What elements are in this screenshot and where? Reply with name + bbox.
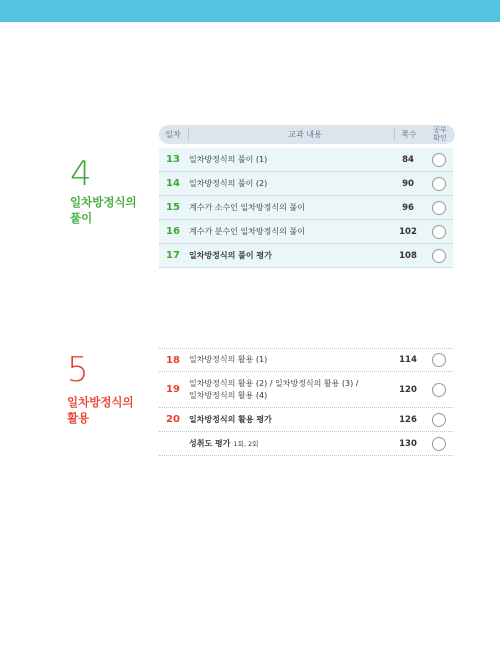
row-day: 20 <box>166 414 180 425</box>
unit-4-title-line2: 풀이 <box>70 211 93 225</box>
row-page: 90 <box>402 178 414 189</box>
unit-4-title-line1: 일차방정식의 <box>70 195 137 209</box>
table-row <box>159 172 453 196</box>
row-day: 14 <box>166 178 180 189</box>
unit-4-number: 4 <box>70 154 92 194</box>
row-content <box>189 432 399 455</box>
unit-5-title-line1: 일차방정식의 <box>67 395 134 409</box>
row-content: 일차방정식의 풀이 (2) <box>189 178 268 188</box>
row-page: 114 <box>399 355 417 365</box>
study-check-circle[interactable] <box>432 153 446 167</box>
row-page: 126 <box>399 414 417 425</box>
study-check-circle[interactable] <box>432 249 446 263</box>
table-row <box>159 408 453 432</box>
table-row <box>159 432 453 456</box>
row-day <box>159 432 187 455</box>
row-page: 84 <box>402 154 414 165</box>
table-row <box>159 372 453 408</box>
study-check-circle[interactable] <box>432 201 446 215</box>
table-row <box>159 244 453 268</box>
row-page: 130 <box>399 438 417 449</box>
row-content-line2: 일차방정식의 활용 (4) <box>189 390 268 400</box>
top-banner <box>0 0 500 22</box>
row-page: 102 <box>399 226 417 237</box>
row-day: 16 <box>166 226 180 237</box>
row-content: 일차방정식의 풀이 (1) <box>189 154 268 164</box>
row-content-sub: 1회, 2회 <box>233 439 259 448</box>
study-check-circle[interactable] <box>432 383 446 397</box>
unit-5-number: 5 <box>67 350 89 390</box>
row-day: 18 <box>166 354 180 366</box>
row-day: 15 <box>166 202 180 213</box>
row-day: 13 <box>166 154 180 165</box>
unit-4-title <box>70 194 137 226</box>
header-day: 일차 <box>165 130 181 139</box>
row-page: 96 <box>402 202 414 213</box>
row-content: 계수가 소수인 일차방정식의 풀이 <box>189 202 305 212</box>
study-check-circle[interactable] <box>432 437 446 451</box>
unit-4-table <box>159 148 453 268</box>
row-content: 일차방정식의 활용 (1) <box>189 355 268 364</box>
table-row <box>159 148 453 172</box>
row-content: 계수가 분수인 일차방정식의 풀이 <box>189 226 305 236</box>
table-row <box>159 348 453 372</box>
unit-5-title <box>67 394 134 426</box>
study-check-circle[interactable] <box>432 353 446 367</box>
table-header <box>159 125 455 144</box>
table-row <box>159 220 453 244</box>
header-content: 교과 내용 <box>288 130 322 139</box>
unit-5-table <box>159 348 453 456</box>
unit-5-title-line2: 활용 <box>67 411 90 425</box>
table-row <box>159 196 453 220</box>
row-content <box>189 372 399 407</box>
header-page: 쪽수 <box>401 130 417 139</box>
header-check: 공부 확인 <box>433 126 447 142</box>
study-check-circle[interactable] <box>432 413 446 427</box>
study-check-circle[interactable] <box>432 177 446 191</box>
row-day: 17 <box>166 250 180 261</box>
row-content-line1: 일차방정식의 활용 (2) / 일차방정식의 활용 (3) / <box>189 378 359 388</box>
row-page: 120 <box>399 384 417 395</box>
row-content: 일차방정식의 활용 평가 <box>189 414 272 424</box>
row-day: 19 <box>166 384 180 395</box>
row-content: 일차방정식의 풀이 평가 <box>189 250 272 260</box>
row-content-main: 성취도 평가 <box>189 438 231 448</box>
row-page: 108 <box>399 250 417 261</box>
study-check-circle[interactable] <box>432 225 446 239</box>
